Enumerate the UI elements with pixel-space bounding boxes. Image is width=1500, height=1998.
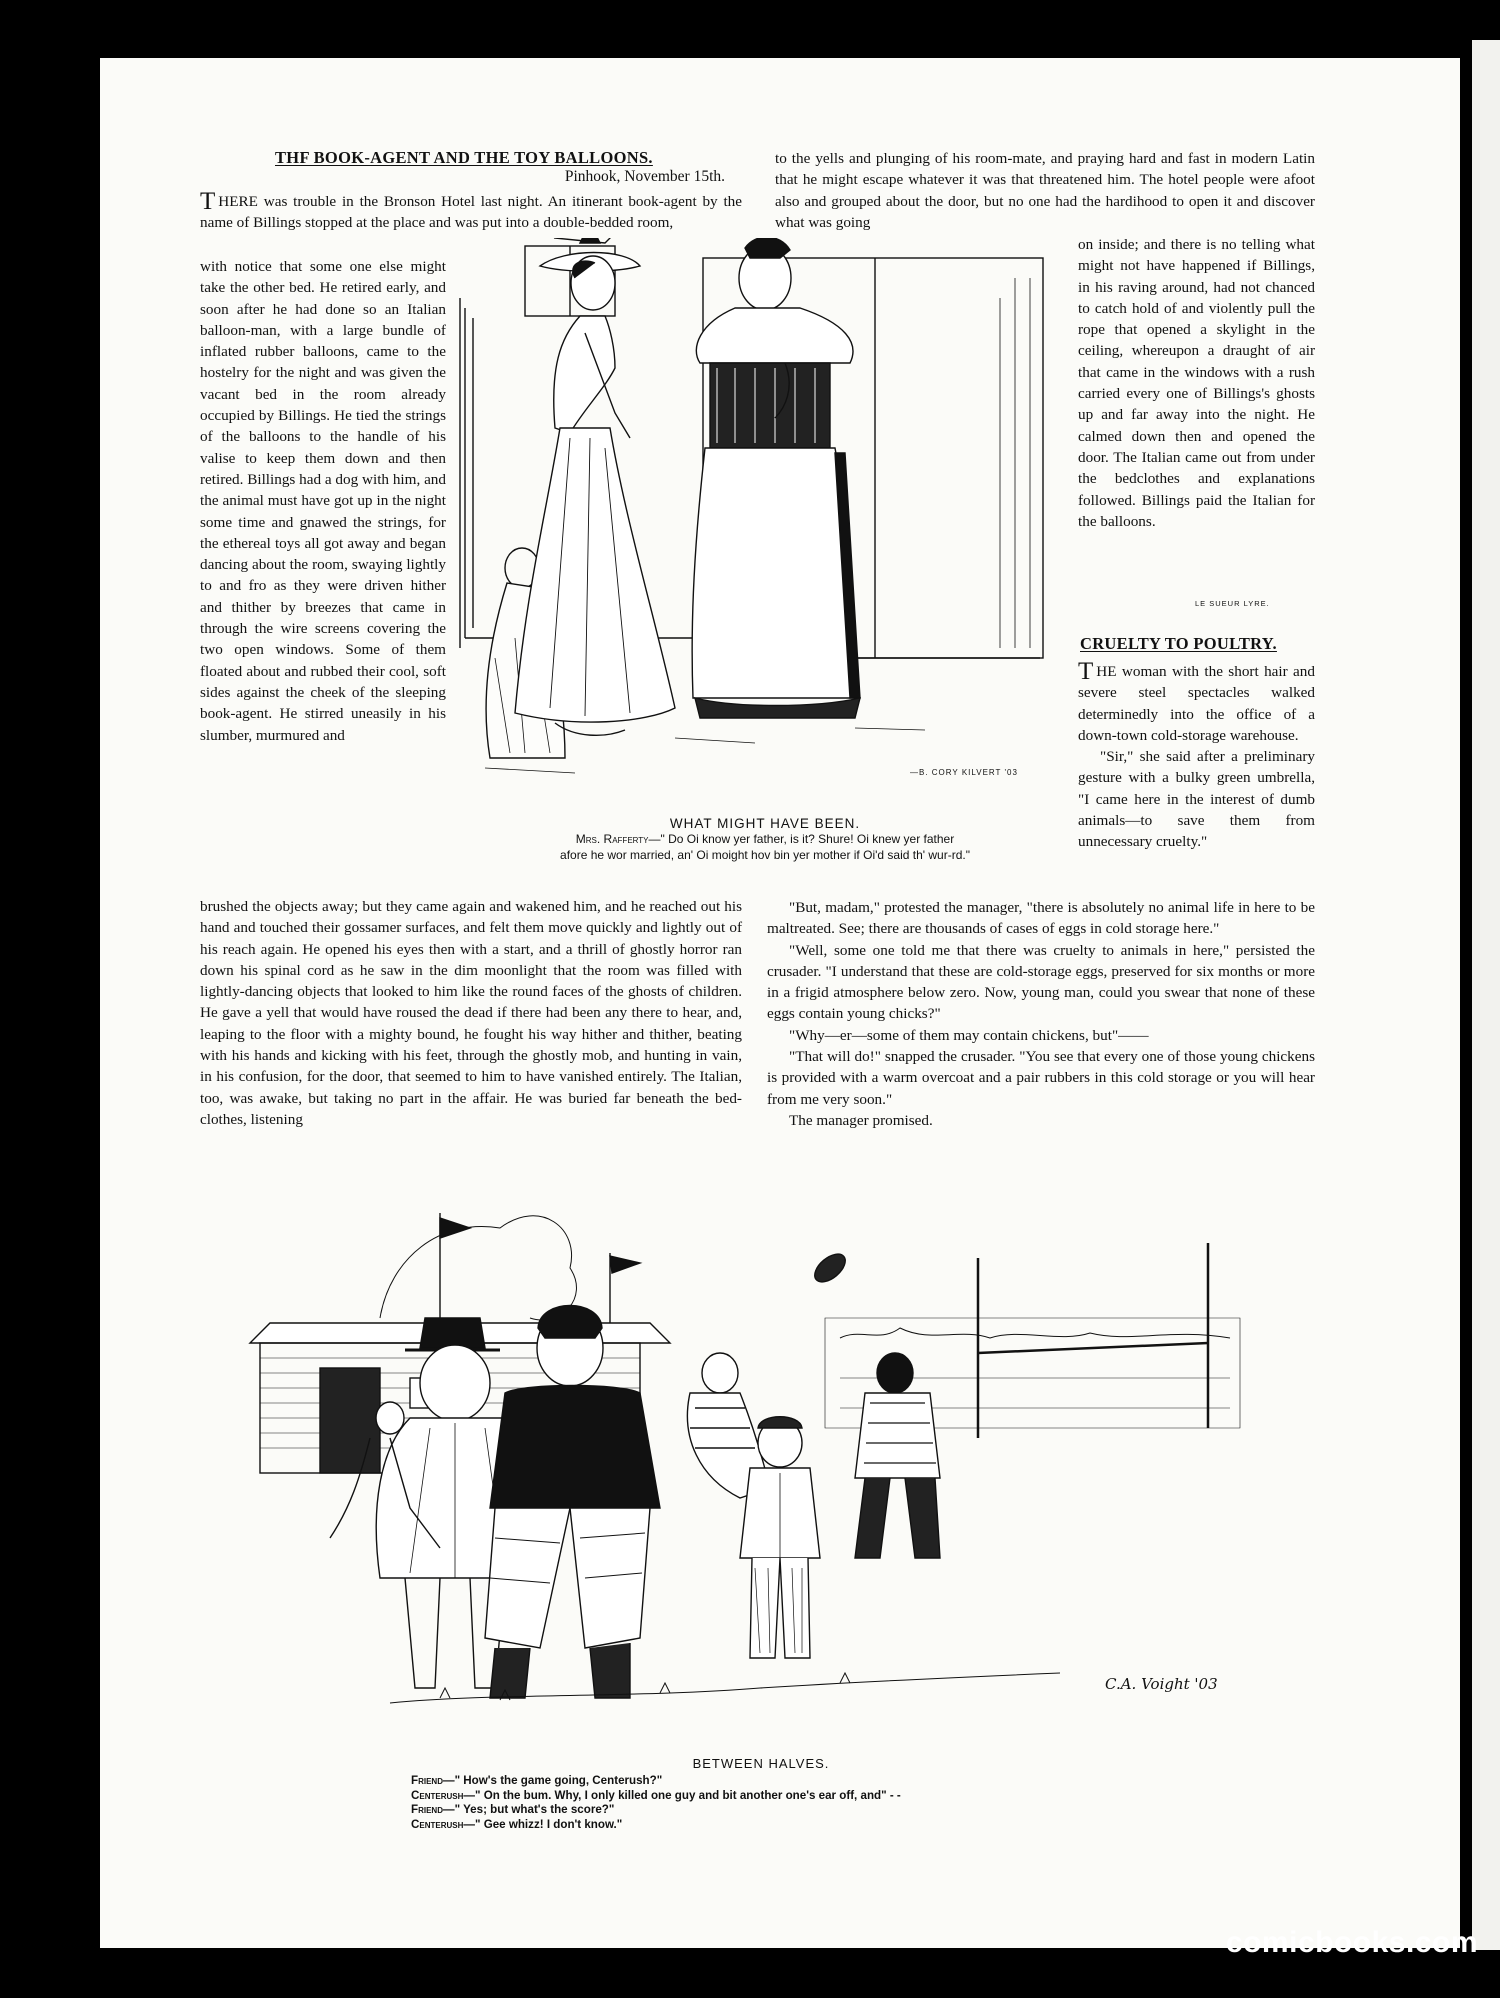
cartoon2-artist-signature: C.A. Voight '03 <box>1105 1675 1218 1693</box>
cartoon-between-halves <box>240 1178 1260 1728</box>
dialogue-line <box>411 1803 1111 1818</box>
skirt-hem-shadow <box>555 723 625 735</box>
cartoon-what-might-have-been <box>455 238 1070 818</box>
centerush-stockings <box>490 1643 630 1698</box>
friend-hat <box>420 1318 485 1348</box>
article2-wide <box>767 897 1315 1131</box>
umpire-legs <box>855 1478 940 1558</box>
young-woman-skirt <box>515 428 675 722</box>
cartoon1-line1-text: —" Do Oi know yer father, is it? Shure! Oi knew yer father <box>648 832 955 846</box>
old-woman-shawl <box>696 308 853 363</box>
old-woman-cap <box>745 238 790 258</box>
centerush-hair <box>538 1306 602 1339</box>
flag-left <box>440 1218 470 1238</box>
boy-cap <box>758 1417 802 1428</box>
article1-text-wide2: brushed the objects away; but they came again and wakened him, and he reached out his hand and touched their gossamer surfaces, and felt them move quickly and lightly out of his reach again. He opened his eyes then with a start, and a thrill of ghostly horror ran down his spinal cord as he saw in the dim moonlight that the room was filled with lightly-dancing objects that looked to him like the round faces of the ghosts of children. He gave a yell that would have roused the dead if there had been any there to hear, and, leaping to the floor with a mighty bound, he fought his way hither and thither, beating with his hands and kicking with his feet, through the ghostly mob, and hunting in vain, in his confusion, for the door, that seemed to him to have vanished entirely. The Italian, too, was awake, but taking no part in the affair. He was buried far beneath the bed-clothes, listening <box>200 898 742 1128</box>
dropcap-t: T <box>200 188 216 215</box>
article1-text-narrow-left: with notice that some one else might take the other bed. He retired early, and soon after he had done so an Italian balloon-man, with a large bundle of inflated rubber balloons, came to the hostelry for the night and was given the vacant bed in the room already occupied by Billings. He tied the strings of the balloons to the handle of his valise to keep them down and then retired. Billings had a dog with him, and the animal must have got up in the night some time and gnawed the strings, for the ethereal toys all got away and began dancing about the room, swaying lightly to and fro as they were driven hither and thither by breezes that came in through the wire screens covering the two open windows. Some of them floated about and rubbed their cool, soft sides against the cheek of the sleeping book-agent. He stirred uneasily in his slumber, murmured and <box>200 258 446 744</box>
article1-wide2 <box>200 896 742 1130</box>
cartoon1-speaker: Mrs. Rafferty <box>575 832 649 846</box>
dialogue-text: —" Yes; but what's the score?" <box>442 1803 615 1816</box>
dialogue-text: —" How's the game going, Centerush?" <box>442 1774 663 1787</box>
wall-hatching <box>465 308 473 638</box>
article2-p4: "Well, some one told me that there was cruelty to animals in here," persisted the crusader. "I understand that these are cold-storage eggs, preserved for six months or more in a frigid atmosphere below zero. Now, young man, could you swear that none of these eggs contain young chicks?" <box>767 941 1315 1023</box>
umpire-jacket <box>855 1393 940 1478</box>
dialogue-speaker: Centerush <box>411 1788 464 1802</box>
article2-p1: HE woman with the short hair and severe steel spectacles walked determinedly into the office of a down-town cold-storage warehouse. <box>1078 663 1315 744</box>
door-hatching <box>1000 278 1030 648</box>
clubhouse-door <box>320 1368 380 1473</box>
article1-text-narrow-right: on inside; and there is no telling what might not have happened if Billings, in his raving around, had not chanced to catch hold of and violently pull the rope that opened a skylight in the ceiling, whereupon a draught of air that came in the windows with a rush carried every one of Billings's ghosts up and far away into the night. He calmed down then and opened the door. The Italian came out from under the bedclothes and explanations followed. Billings paid the Italian for the balloons. <box>1078 236 1315 530</box>
cartoon2-dialogue <box>411 1774 1111 1832</box>
article2-p2: "Sir," she said after a preliminary gesture with a bulky green umbrella, "I came here in the interest of dumb animals—to save them from unnecessary cruelty." <box>1078 748 1315 851</box>
cartoon1-line1 <box>455 831 1075 847</box>
old-woman-bodice <box>710 363 830 448</box>
cartoon1-line2: afore he wor married, an' Oi moight hov bin yer mother if Oi'd said th' wur-rd." <box>560 848 970 862</box>
dialogue-text: —" Gee whizz! I don't know." <box>463 1817 623 1831</box>
friend-head <box>420 1345 490 1421</box>
centerush-pants-right <box>570 1508 650 1648</box>
article1-text-wide1: HERE was trouble in the Bronson Hotel last night. An itinerant book-agent by the name of Billings stopped at the place and was put into a double-bedded room, <box>200 193 742 232</box>
article2-p5: "Why—er—some of them may contain chickens, but"—— <box>789 1026 1149 1044</box>
dialogue-line <box>411 1789 1111 1804</box>
dialogue-text: —" On the bum. Why, I only killed one guy and bit another one's ear off, and" - - <box>463 1788 901 1802</box>
article1-wide3 <box>775 148 1315 233</box>
football <box>810 1249 850 1287</box>
dialogue-line <box>411 1774 1111 1789</box>
cartoon1-title: WHAT MIGHT HAVE BEEN. <box>669 816 861 831</box>
article1-narrow-left <box>200 256 446 746</box>
watermark: comicbooks.com <box>1225 1926 1478 1959</box>
article1-text-wide3: to the yells and plunging of his room-mate, and praying hard and fast in modern Latin that he might escape whatever it was that threatened him. The hotel people were afoot also and grouped about the door, but no one had the hardihood to open it and discover what was going <box>775 150 1315 231</box>
flag-right <box>610 1256 640 1273</box>
centerush-pants-left <box>485 1508 570 1648</box>
article1-signature: LE SUEUR LYRE. <box>1195 599 1270 608</box>
hat-bow <box>580 238 600 243</box>
article2-p6: "That will do!" snapped the crusader. "You see that every one of those young chickens is provided with a warm overcoat and a pair rubbers in this cold storage or you will hear from me very soon." <box>767 1048 1315 1108</box>
dialogue-speaker: Centerush <box>411 1817 464 1831</box>
old-woman-apron <box>692 448 855 698</box>
crouching-player-head <box>702 1353 738 1393</box>
cartoon1-artist-signature: —B. CORY KILVERT '03 <box>910 768 1018 777</box>
article-title-book-agent: THF BOOK-AGENT AND THE TOY BALLOONS. <box>275 148 653 167</box>
young-woman-bodice <box>554 316 615 433</box>
article1-intro <box>200 188 742 234</box>
adjacent-page-edge <box>1472 40 1500 1950</box>
centerush-sweater <box>490 1386 660 1509</box>
article-title-cruelty: CRUELTY TO POULTRY. <box>1080 634 1277 653</box>
umpire-head <box>877 1353 913 1393</box>
cartoon2-caption-title-wrap <box>411 1756 1111 1771</box>
article2-p7: The manager promised. <box>789 1111 933 1129</box>
article1-narrow-right <box>1078 234 1315 532</box>
goal-crossbar <box>978 1343 1208 1353</box>
dialogue-speaker: Friend <box>411 1774 443 1787</box>
article2-p3: "But, madam," protested the manager, "there is absolutely no animal life in here to be maltreated. See; there are thousands of cases of eggs in cold storage here." <box>767 899 1315 938</box>
old-woman-skirt-hem <box>695 698 860 718</box>
cartoon1-caption <box>455 816 1075 863</box>
dialogue-speaker: Friend <box>411 1803 443 1816</box>
dialogue-line <box>411 1818 1111 1833</box>
boy-legs <box>750 1558 810 1658</box>
article-dateline: Pinhook, November 15th. <box>564 168 725 185</box>
dropcap-t2: T <box>1078 658 1094 685</box>
article2-narrow <box>1078 658 1315 853</box>
cartoon2-title: BETWEEN HALVES. <box>692 1756 830 1771</box>
tree-foliage <box>380 1216 576 1320</box>
